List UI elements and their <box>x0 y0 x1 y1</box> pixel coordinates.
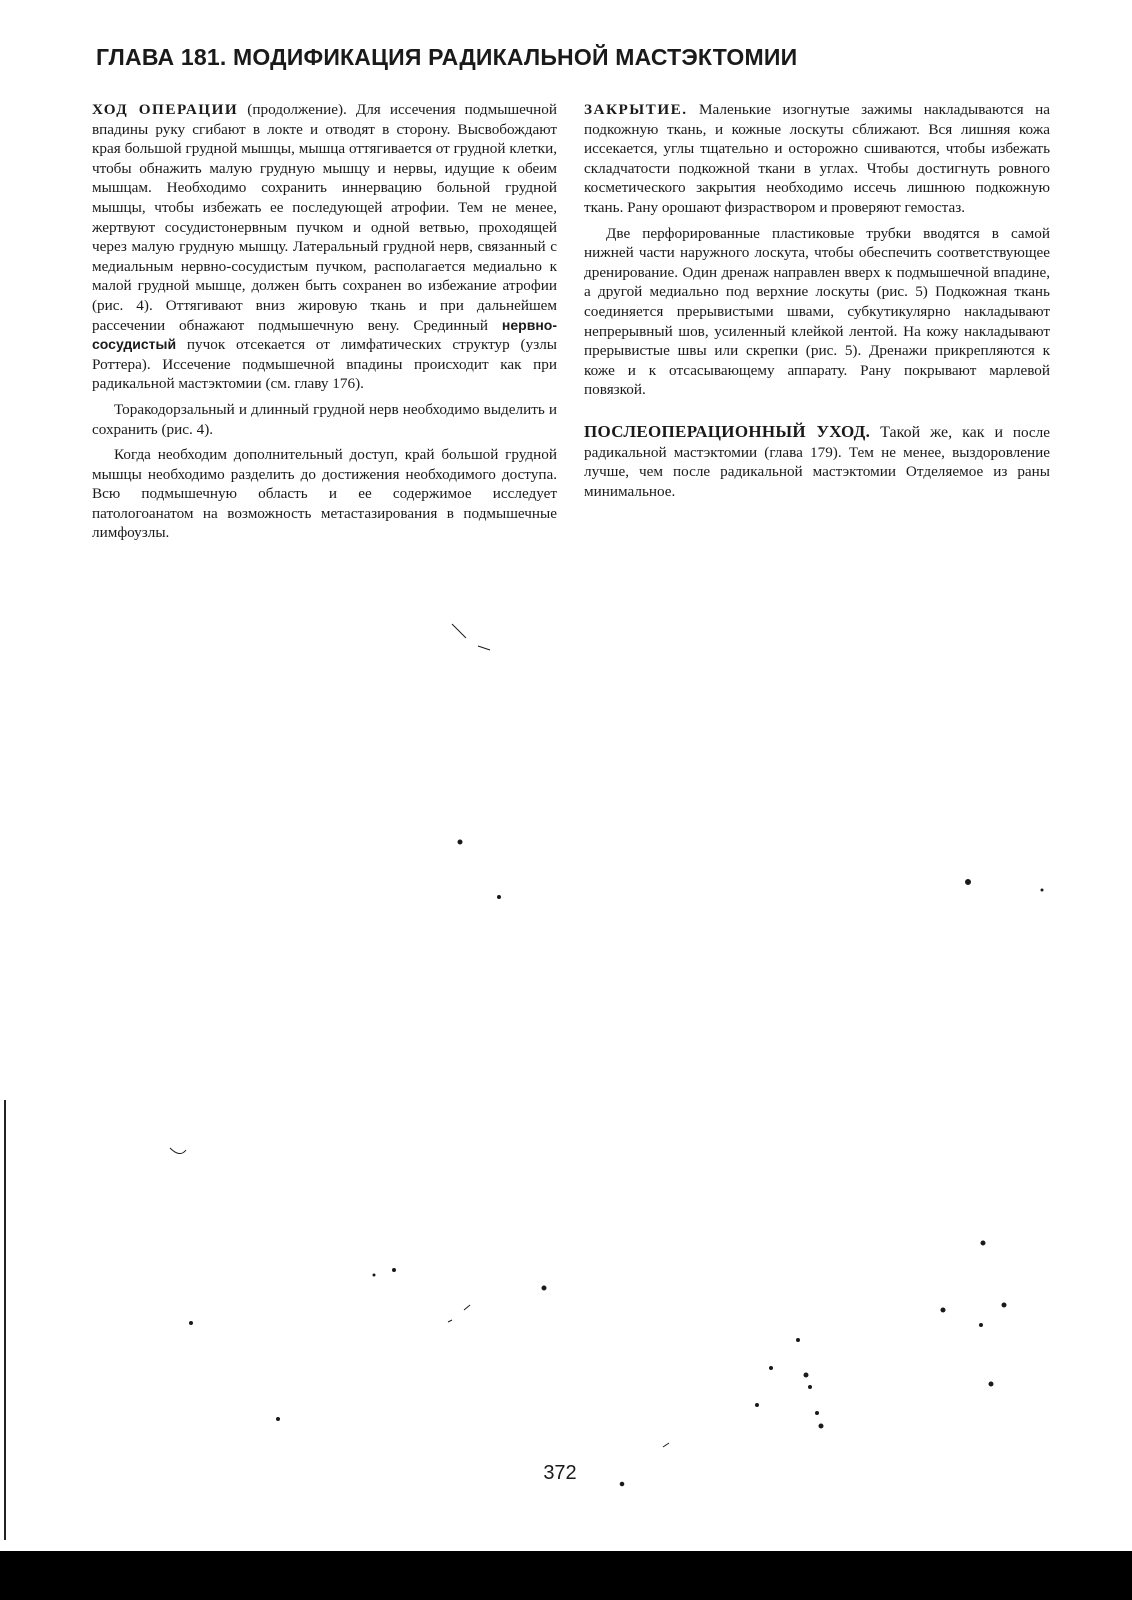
paragraph-operation-course <box>92 100 557 394</box>
paragraph-postoperative-care <box>584 422 1050 501</box>
paragraph-text: после радикальной мастэктомии (глава 179). Тем не менее, выздоровление лучше, чем после радикальной мастэктомии Отделяемое из раны минимальное. <box>584 423 1050 500</box>
paragraph-text-bold: нервно-сосудистый <box>92 316 557 353</box>
paragraph-closure <box>584 100 1050 218</box>
left-column <box>92 100 557 549</box>
right-column <box>584 100 1050 507</box>
chapter-title: ГЛАВА 181. МОДИФИКАЦИЯ РАДИКАЛЬНОЙ МАСТЭКТОМИИ <box>96 44 798 70</box>
paragraph-text: Маленькие изогнутые зажимы накладываются на подкожную ткань, и кожные лоскуты сближают. Вся лишняя кожа иссекается, углы тщательно и осторожно сшиваются, чтобы избежать складчатости подкожной ткани в углах. Чтобы достигнуть ровного косметического закрытия необходимо иссечь лишнюю подкожную ткань. Рану орошают физраствором и проверяют гемостаз. <box>584 101 1050 216</box>
paragraph-drainage: Две перфорированные пластиковые трубки вводятся в самой нижней части наружного лоскута, чтобы обеспечить соответствующее дренирование. Один дренаж направлен вверх к подмышечной впадине, а другой медиально под верхние лоскуты (рис. 5) Подкожная ткань соединяется прерывистыми швами, субкутикулярно накладывают непрерывный шов, усиленный клейкой лентой. На кожу накладывают прерывистые швы или скрепки (рис. 5). Дренажи прикрепляются к коже и к отсасывающему аппарату. Рану покрывают марлевой повязкой. <box>584 224 1050 399</box>
paragraph-text: Такой же, как и <box>870 423 1004 441</box>
scan-edge-mark <box>4 1100 6 1540</box>
paragraph-text: пучок отсекается от лимфатических структур (узлы Роттера). Иссечение подмышечной впадины происходит как при радикальной мастэктомии (см. главу 176). <box>92 336 557 393</box>
scan-bottom-bar <box>0 1551 1132 1600</box>
section-heading-closure: ЗАКРЫТИЕ. <box>584 101 688 118</box>
paragraph-access: Когда необходим дополнительный доступ, край большой грудной мышцы необходимо разделить до достижения необходимого доступа. Всю подмышечную область и ее содержимое исследует патологоанатом на возможность метастазирования в подмышечные лимфоузлы. <box>92 446 557 542</box>
paragraph-text: (продолжение). Для иссечения подмышечной впадины руку сгибают в локте и отводят в сторону. Высвобождают края большой грудной мышцы, мышца оттягивается от грудной клетки, чтобы обнажить малую грудную мышцу и нервы, идущие к обеим мышцам. Необходимо сохранить иннервацию больной грудной мышцы, чтобы избежать ее последующей атрофии. Тем не менее, жертвуют сосудистонервным пучком и одной ветвью, проходящей через малую грудную мышцу. Латеральный грудной нерв, связанный с медиальным нервно-сосудистым пучком, располагается медиально к малой грудной мышце, должен быть сохранен во избежание атрофии (рис. 4). Оттягивают вниз жировую ткань и при дальнейшем рассечении обнажают подмышечную вену. Срединный <box>92 101 558 334</box>
section-heading-operation: ХОД ОПЕРАЦИИ <box>92 101 239 118</box>
section-heading-postoperative: ПОСЛЕОПЕРАЦИОННЫЙ УХОД. <box>584 421 871 441</box>
paragraph-nerves: Торакодорзальный и длинный грудной нерв необходимо выделить и сохранить (рис. 4). <box>92 400 557 438</box>
page-number: 372 <box>543 1462 577 1484</box>
